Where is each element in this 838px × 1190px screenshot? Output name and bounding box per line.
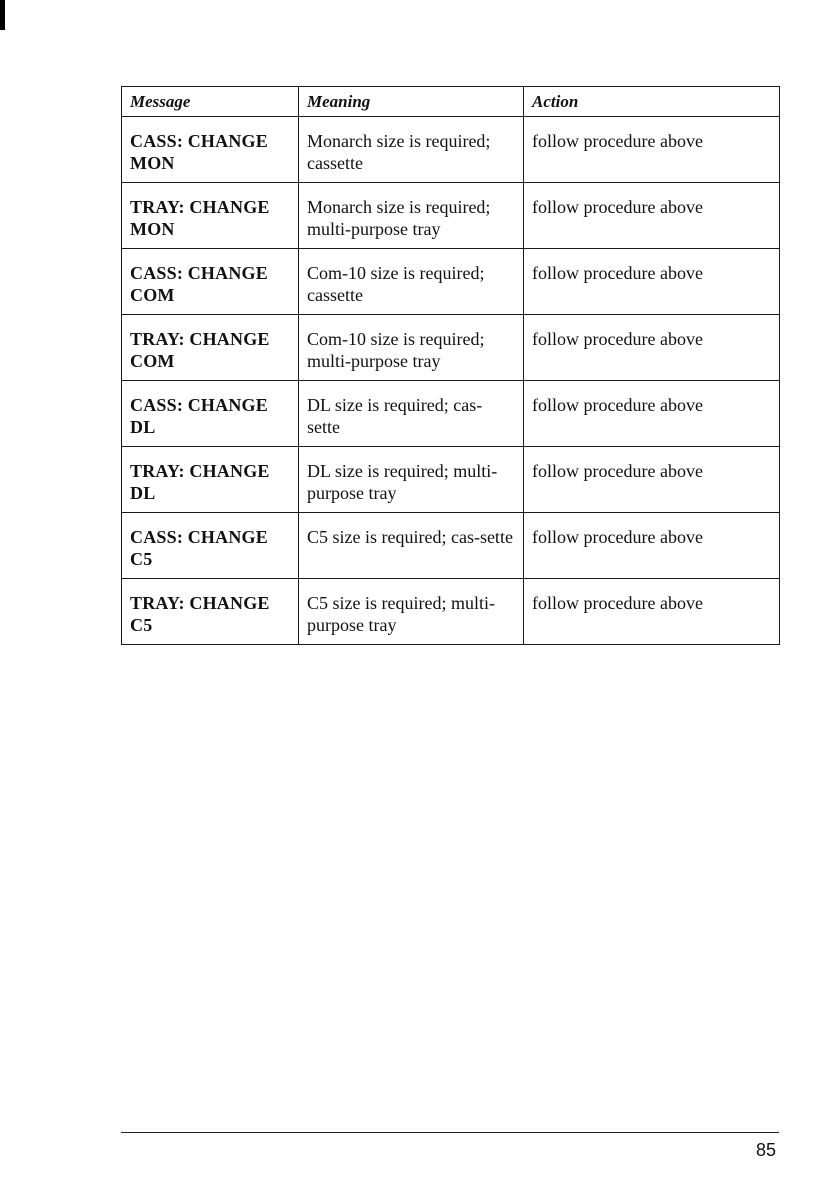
page-edge-mark bbox=[0, 0, 5, 30]
message-cell: CASS: CHANGE MON bbox=[122, 117, 299, 183]
table-row bbox=[122, 513, 780, 579]
action-cell: follow procedure above bbox=[524, 447, 780, 513]
action-cell: follow procedure above bbox=[524, 513, 780, 579]
action-cell: follow procedure above bbox=[524, 315, 780, 381]
action-cell: follow procedure above bbox=[524, 579, 780, 645]
table-row bbox=[122, 183, 780, 249]
meaning-cell: Com-10 size is required; cassette bbox=[299, 249, 524, 315]
table-header-row bbox=[122, 87, 780, 117]
message-cell: CASS: CHANGE DL bbox=[122, 381, 299, 447]
message-cell: TRAY: CHANGE C5 bbox=[122, 579, 299, 645]
message-cell: TRAY: CHANGE MON bbox=[122, 183, 299, 249]
action-cell: follow procedure above bbox=[524, 381, 780, 447]
meaning-cell: DL size is required; multi-purpose tray bbox=[299, 447, 524, 513]
meaning-cell: C5 size is required; multi-purpose tray bbox=[299, 579, 524, 645]
footer-rule bbox=[121, 1132, 779, 1133]
message-cell: TRAY: CHANGE COM bbox=[122, 315, 299, 381]
header-message: Message bbox=[122, 87, 299, 117]
meaning-cell: Monarch size is required; multi-purpose tray bbox=[299, 183, 524, 249]
table-row bbox=[122, 315, 780, 381]
action-cell: follow procedure above bbox=[524, 249, 780, 315]
table-row bbox=[122, 249, 780, 315]
message-cell: CASS: CHANGE COM bbox=[122, 249, 299, 315]
action-cell: follow procedure above bbox=[524, 117, 780, 183]
message-cell: TRAY: CHANGE DL bbox=[122, 447, 299, 513]
message-table bbox=[121, 86, 780, 645]
meaning-cell: Monarch size is required; cassette bbox=[299, 117, 524, 183]
header-meaning: Meaning bbox=[299, 87, 524, 117]
meaning-cell: DL size is required; cas-sette bbox=[299, 381, 524, 447]
header-action: Action bbox=[524, 87, 780, 117]
meaning-cell: Com-10 size is required; multi-purpose tray bbox=[299, 315, 524, 381]
table-row bbox=[122, 117, 780, 183]
action-cell: follow procedure above bbox=[524, 183, 780, 249]
table-row bbox=[122, 579, 780, 645]
table-row bbox=[122, 447, 780, 513]
page-number: 85 bbox=[755, 1140, 776, 1160]
table-row bbox=[122, 381, 780, 447]
meaning-cell: C5 size is required; cas-sette bbox=[299, 513, 524, 579]
message-cell: CASS: CHANGE C5 bbox=[122, 513, 299, 579]
